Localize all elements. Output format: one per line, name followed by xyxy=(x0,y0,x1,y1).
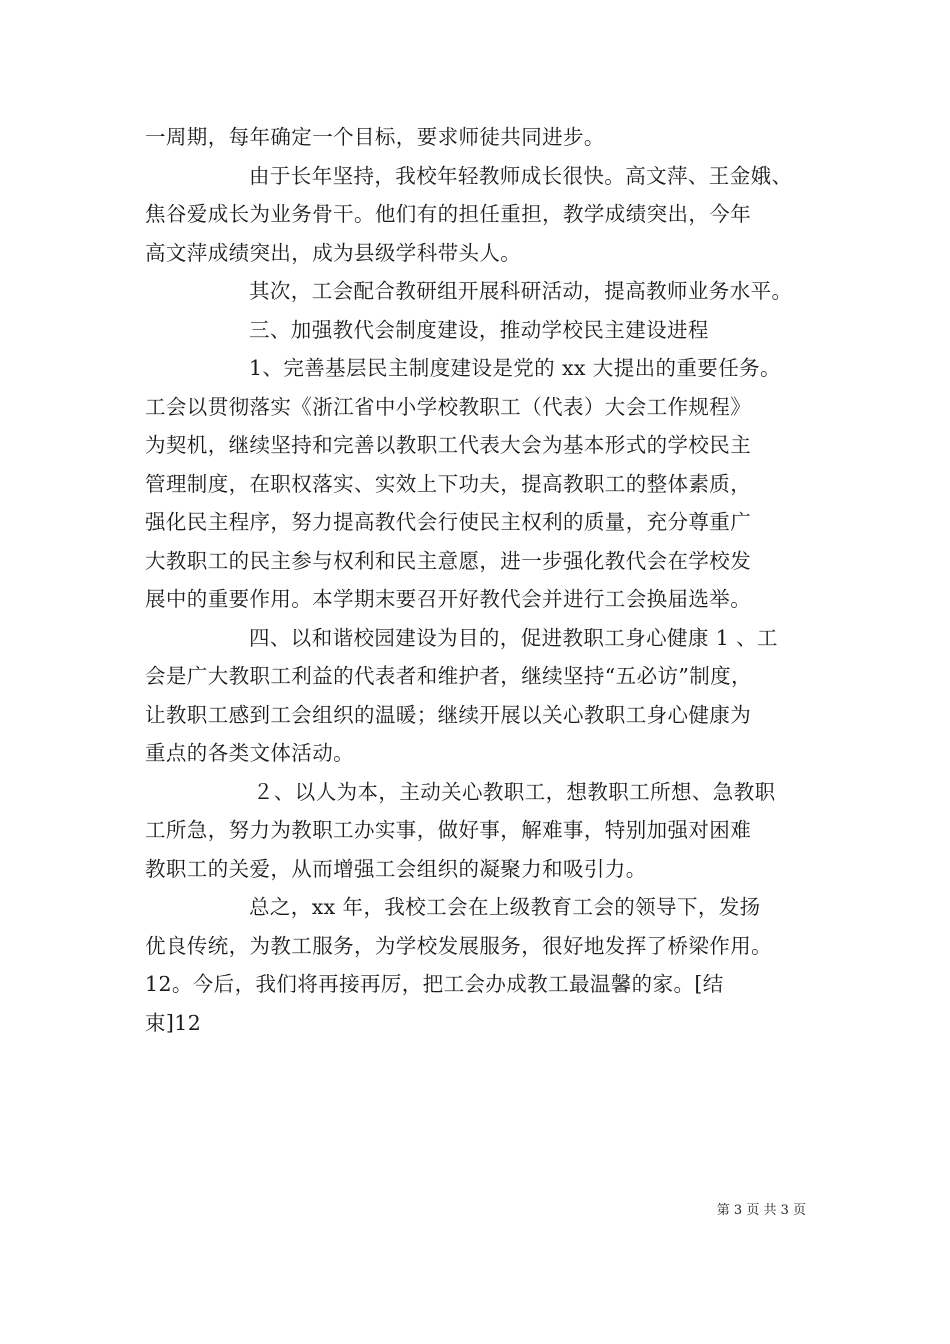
body-line: 工会以贯彻落实《浙江省中小学校教职工（代表）大会工作规程》 xyxy=(145,394,752,419)
body-line: 管理制度，在职权落实、实效上下功夫，提高教职工的整体素质， xyxy=(145,471,752,496)
body-line: 强化民主程序，努力提高教代会行使民主权利的质量，充分尊重广 xyxy=(145,510,752,534)
body-line: 12。今后，我们将再接再厉，把工会办成教工最温馨的家。[结 xyxy=(145,972,724,996)
body-line: 焦谷爱成长为业务骨干。他们有的担任重担，教学成绩突出，今年 xyxy=(145,202,752,226)
page-number-footer: 第 3 页 共 3 页 xyxy=(716,1203,806,1218)
body-line: 总之，xx 年，我校工会在上级教育工会的领导下，发扬 xyxy=(249,895,761,919)
body-line: 一周期，每年确定一个目标，要求师徒共同进步。 xyxy=(145,125,605,149)
body-line: 让教职工感到工会组织的温暖；继续开展以关心教职工身心健康为 xyxy=(145,702,752,727)
section-heading: 三、加强教代会制度建设，推动学校民主建设进程 xyxy=(249,317,709,342)
body-line: 为契机，继续坚持和完善以教职工代表大会为基本形式的学校民主 xyxy=(145,433,752,457)
body-line: 其次，工会配合教研组开展科研活动，提高教师业务水平。 xyxy=(249,279,793,303)
section-heading: 四、以和谐校园建设为目的，促进教职工身心健康 1 、工 xyxy=(249,625,778,650)
body-line: 1、完善基层民主制度建设是党的 xx 大提出的重要任务。 xyxy=(249,356,781,380)
body-line: ２、以人为本，主动关心教职工，想教职工所想、急教职 xyxy=(253,779,776,804)
document-body xyxy=(145,118,825,1042)
body-line: 工所急，努力为教职工办实事，做好事，解难事，特别加强对困难 xyxy=(145,818,752,842)
body-line: 优良传统，为教工服务，为学校发展服务，很好地发挥了桥梁作用。 xyxy=(145,933,772,958)
body-line: 高文萍成绩突出，成为县级学科带头人。 xyxy=(145,240,522,265)
body-line: 大教职工的民主参与权利和民主意愿，进一步强化教代会在学校发 xyxy=(145,548,752,573)
body-line: 展中的重要作用。本学期末要召开好教代会并进行工会换届选举。 xyxy=(145,587,752,611)
body-line: 重点的各类文体活动。 xyxy=(145,741,354,765)
body-line: 会是广大教职工利益的代表者和维护者，继续坚持“五必访”制度， xyxy=(145,664,752,688)
body-line: 束]12 xyxy=(145,1010,202,1035)
body-line: 教职工的关爱，从而增强工会组织的凝聚力和吸引力。 xyxy=(145,856,647,881)
body-line: 由于长年坚持，我校年轻教师成长很快。高文萍、王金娥、 xyxy=(249,163,793,188)
